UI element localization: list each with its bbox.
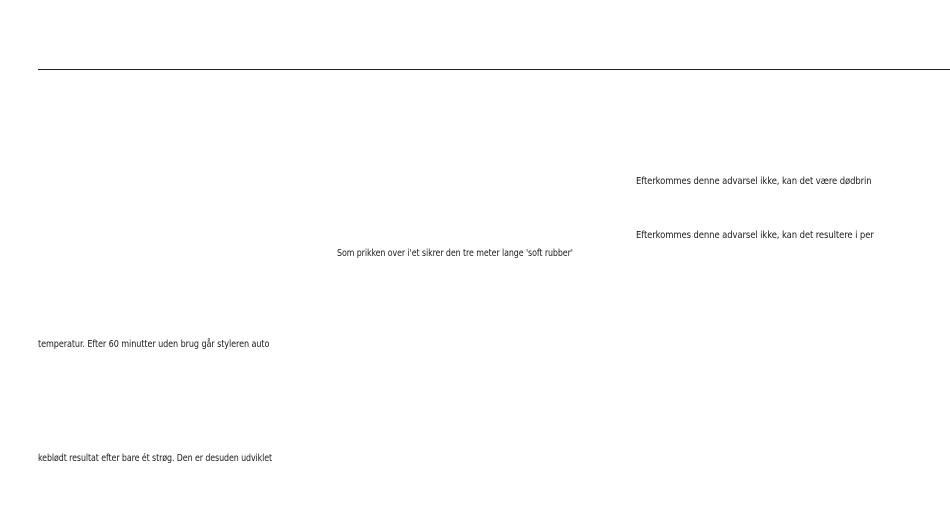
text-fragment-temperature: temperatur. Efter 60 minutter uden brug går styleren auto bbox=[38, 339, 270, 350]
text-fragment-soft-rubber: Som prikken over i'et sikrer den tre meter lange 'soft rubber' bbox=[337, 248, 573, 259]
header-rule bbox=[38, 69, 950, 70]
text-fragment-result: keblødt resultat efter bare ét strøg. Den er desuden udviklet bbox=[38, 453, 273, 464]
text-fragment-warning-result: Efterkommes denne advarsel ikke, kan det resultere i per bbox=[636, 230, 874, 241]
text-fragment-warning-death: Efterkommes denne advarsel ikke, kan det være dødbrin bbox=[636, 176, 872, 187]
